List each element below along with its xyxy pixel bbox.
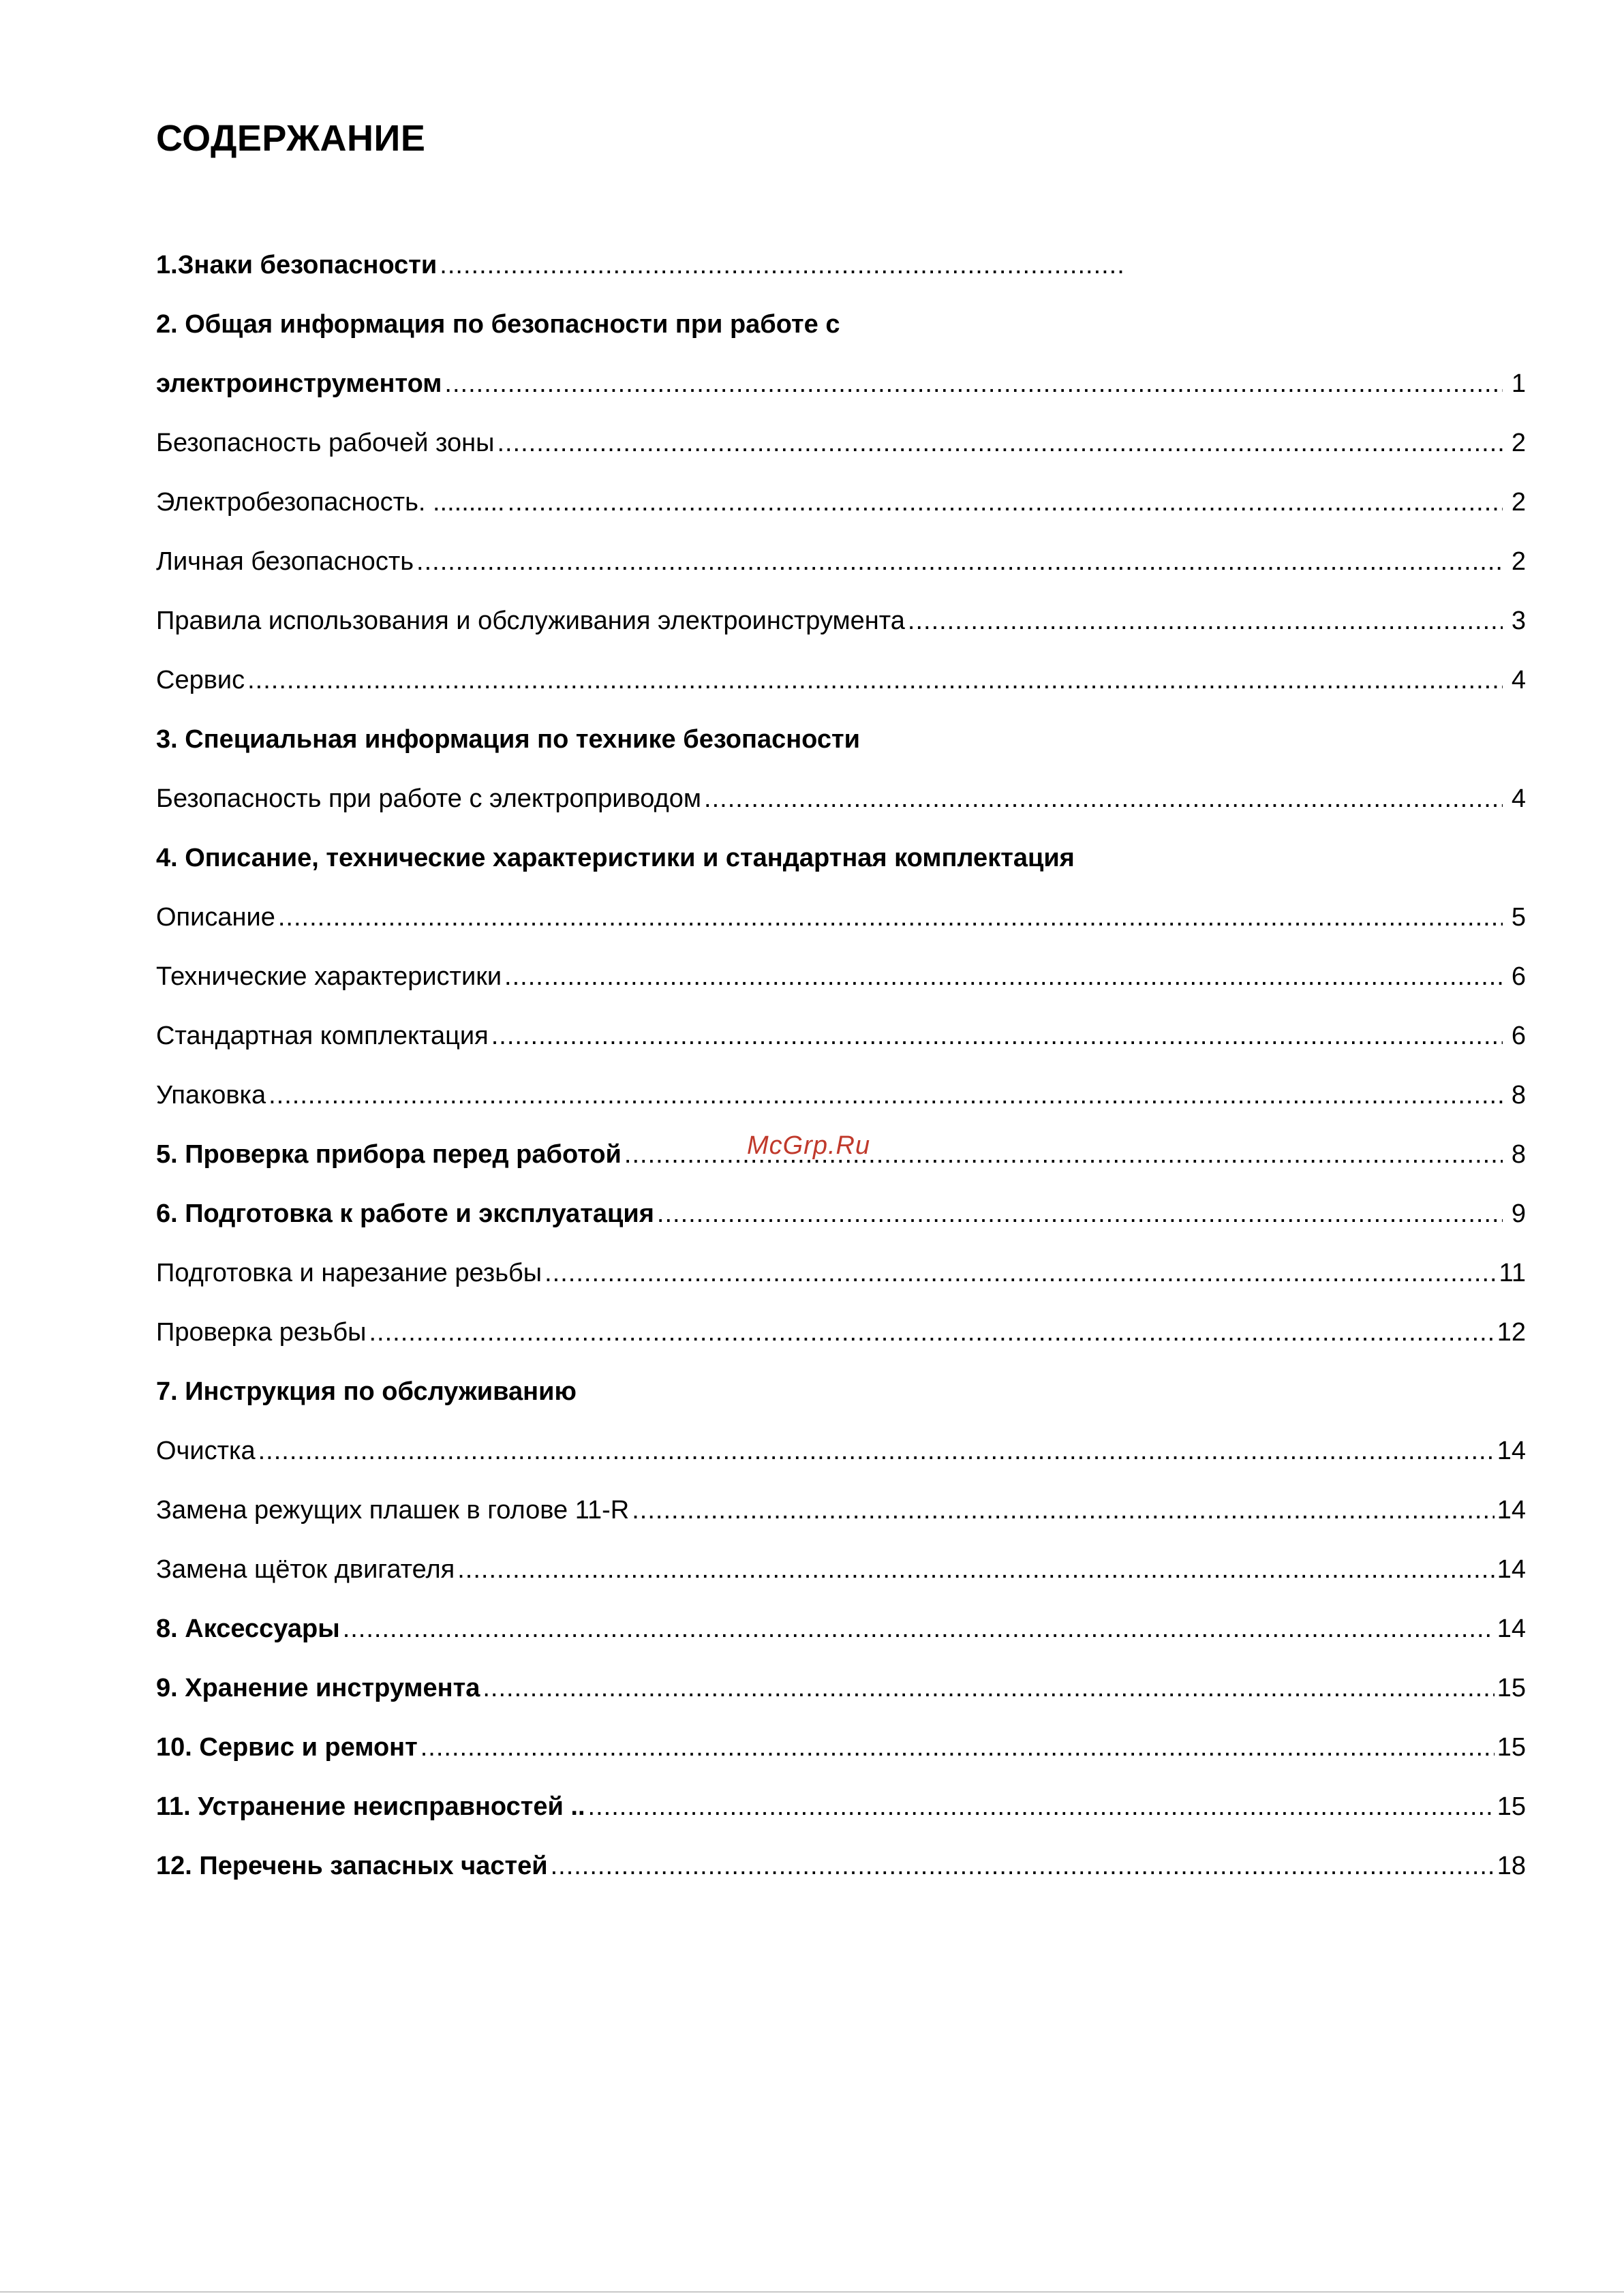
toc-label: Безопасность рабочей зоны xyxy=(156,429,495,457)
toc-page: 12 xyxy=(1497,1318,1526,1347)
toc-page: 4 xyxy=(1511,784,1526,813)
toc-leader xyxy=(508,488,1503,517)
toc-leader xyxy=(269,1081,1503,1110)
toc-leader xyxy=(704,784,1503,814)
toc-label: Подготовка и нарезание резьбы xyxy=(156,1259,542,1287)
toc-label: 6. Подготовка к работе и эксплуатация xyxy=(156,1199,654,1228)
toc-leader xyxy=(497,429,1503,458)
toc-label: Описание xyxy=(156,903,275,932)
toc-row xyxy=(156,1555,1526,1596)
toc-page: 6 xyxy=(1511,1022,1526,1050)
toc-row xyxy=(156,1081,1526,1122)
toc-label: 7. Инструкция по обслуживанию xyxy=(156,1377,577,1406)
toc-leader xyxy=(551,1852,1495,1881)
toc-leader xyxy=(504,962,1503,992)
toc-page: 14 xyxy=(1497,1437,1526,1465)
toc-row xyxy=(156,844,1526,885)
toc-page: 15 xyxy=(1497,1674,1526,1702)
toc-label: 8. Аксессуары xyxy=(156,1614,340,1643)
toc-row xyxy=(156,310,1526,351)
toc-row xyxy=(156,1496,1526,1537)
toc-row xyxy=(156,784,1526,825)
toc-label: 2. Общая информация по безопасности при работе с xyxy=(156,310,840,339)
toc-row xyxy=(156,1199,1526,1240)
toc-row xyxy=(156,429,1526,470)
toc-label: Замена щёток двигателя xyxy=(156,1555,455,1584)
toc-page: 14 xyxy=(1497,1555,1526,1584)
toc-row xyxy=(156,488,1526,529)
toc-row xyxy=(156,1852,1526,1893)
toc-leader xyxy=(247,666,1503,695)
toc-row xyxy=(156,1614,1526,1655)
toc-leader xyxy=(491,1022,1503,1051)
toc-page: 4 xyxy=(1511,666,1526,694)
toc-row xyxy=(156,1437,1526,1478)
toc-page: 2 xyxy=(1511,547,1526,576)
toc-page: 2 xyxy=(1511,488,1526,517)
toc-page: 8 xyxy=(1511,1081,1526,1109)
toc-row xyxy=(156,1377,1526,1418)
toc-page: 15 xyxy=(1497,1792,1526,1821)
toc-row xyxy=(156,1674,1526,1715)
toc-leader xyxy=(908,607,1503,636)
toc-row xyxy=(156,962,1526,1003)
toc-leader xyxy=(278,903,1503,932)
page-bottom-border xyxy=(0,2291,1624,2293)
toc-label: Личная безопасность xyxy=(156,547,414,576)
toc-label: Стандартная комплектация xyxy=(156,1022,489,1050)
toc-label: Сервис xyxy=(156,666,245,694)
toc-page: 1 xyxy=(1511,369,1526,398)
toc-row xyxy=(156,1022,1526,1062)
toc-page: 5 xyxy=(1511,903,1526,932)
toc-page: 6 xyxy=(1511,962,1526,991)
toc-label: 5. Проверка прибора перед работой xyxy=(156,1140,622,1169)
toc-row xyxy=(156,1259,1526,1300)
toc-label: Технические характеристики xyxy=(156,962,502,991)
toc-leader xyxy=(545,1259,1496,1288)
toc-page: 14 xyxy=(1497,1496,1526,1525)
toc-page: 18 xyxy=(1497,1852,1526,1880)
toc-label: Замена режущих плашек в голове 11-R xyxy=(156,1496,630,1525)
toc-label: Очистка xyxy=(156,1437,256,1465)
toc-row xyxy=(156,903,1526,944)
toc-row xyxy=(156,725,1526,766)
toc-row xyxy=(156,607,1526,647)
toc-leader xyxy=(440,251,1124,280)
toc-label: Безопасность при работе с электроприводом xyxy=(156,784,702,813)
toc-page: 15 xyxy=(1497,1733,1526,1762)
toc-leader xyxy=(258,1437,1495,1466)
toc-row xyxy=(156,666,1526,707)
toc-leader xyxy=(632,1496,1494,1525)
toc-leader xyxy=(657,1199,1503,1229)
toc-page: 11 xyxy=(1499,1259,1526,1287)
watermark: McGrp.Ru xyxy=(747,1131,871,1160)
toc-leader xyxy=(343,1614,1495,1644)
toc-label: 11. Устранение неисправностей .. xyxy=(156,1792,585,1821)
toc-label: электроинструментом xyxy=(156,369,442,398)
toc-label: 10. Сервис и ремонт xyxy=(156,1733,418,1762)
toc-leader xyxy=(482,1674,1494,1703)
toc-label: 9. Хранение инструмента xyxy=(156,1674,480,1702)
toc-label: Правила использования и обслуживания электроинструмента xyxy=(156,607,905,635)
toc-page: 8 xyxy=(1511,1140,1526,1169)
toc-leader xyxy=(588,1792,1495,1822)
toc-label: Упаковка xyxy=(156,1081,266,1109)
toc-row xyxy=(156,1792,1526,1833)
toc-row xyxy=(156,369,1526,410)
toc-page: 14 xyxy=(1497,1614,1526,1643)
toc-page: 3 xyxy=(1511,607,1526,635)
toc-row xyxy=(156,1318,1526,1359)
toc-label: 4. Описание, технические характеристики и стандартная комплектация xyxy=(156,844,1075,872)
toc-page: 9 xyxy=(1511,1199,1526,1228)
toc-leader xyxy=(457,1555,1494,1585)
toc-row xyxy=(156,1733,1526,1774)
toc-leader xyxy=(369,1318,1495,1347)
toc-leader xyxy=(416,547,1503,577)
toc-label: 12. Перечень запасных частей xyxy=(156,1852,548,1880)
toc-label: Электробезопасность. .......... xyxy=(156,488,505,517)
toc-row xyxy=(156,547,1526,588)
toc-page: 2 xyxy=(1511,429,1526,457)
toc-row xyxy=(156,251,1147,292)
toc-label: 1.Знаки безопасности xyxy=(156,251,438,279)
toc-label: 3. Специальная информация по технике безопасности xyxy=(156,725,860,754)
page-title: СОДЕРЖАНИЕ xyxy=(156,118,426,159)
toc-leader xyxy=(420,1733,1495,1762)
toc-label: Проверка резьбы xyxy=(156,1318,367,1347)
toc-leader xyxy=(444,369,1503,399)
